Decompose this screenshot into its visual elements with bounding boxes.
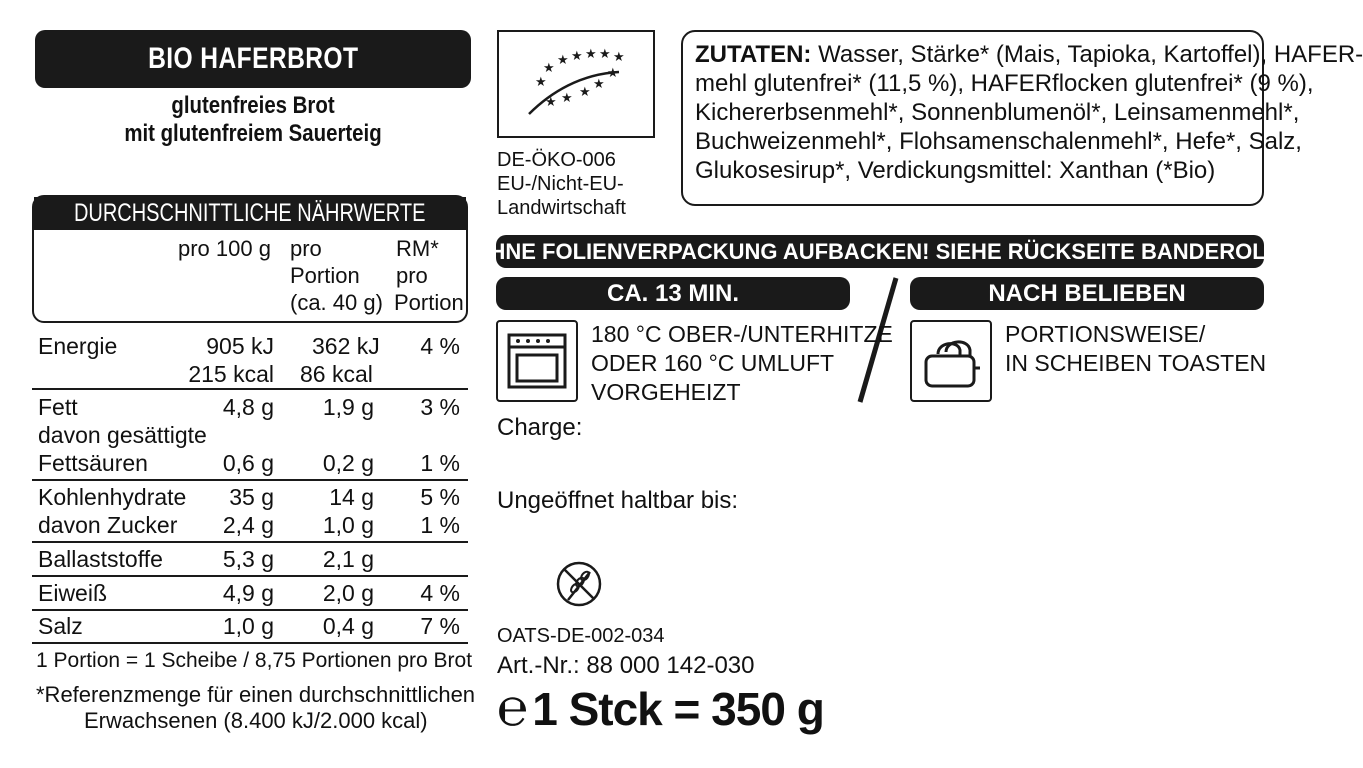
col-header-portion-3: (ca. 40 g) [290, 290, 383, 315]
row-divider [32, 479, 468, 481]
col-header-rm-1: RM* [396, 236, 439, 261]
col-header-100g: pro 100 g [178, 236, 271, 261]
col-header-portion-1: pro [290, 236, 322, 261]
toaster-icon-frame [910, 320, 992, 402]
row-energie-100g-kj: 905 kJ [206, 333, 274, 359]
net-quantity [497, 676, 824, 741]
toaster-icon [912, 322, 990, 400]
row-salz-portion: 0,4 g [322, 613, 374, 639]
organic-code: DE-ÖKO-006 [497, 149, 616, 171]
reference-note-2: Erwachsenen (8.400 kJ/2.000 kcal) [84, 708, 428, 733]
organic-origin-2: Landwirtschaft [497, 197, 626, 219]
row-zucker-portion: 1,0 g [322, 512, 374, 538]
organic-origin: EU-/Nicht-EU- [497, 173, 624, 195]
row-gesaettigt-label-1: davon gesättigte [38, 422, 207, 448]
ingredients-label: ZUTATEN: [695, 41, 812, 68]
svg-text:★: ★ [571, 49, 583, 64]
svg-text:★: ★ [561, 91, 573, 106]
row-energie-portion-kj: 362 kJ [312, 333, 380, 359]
row-divider [32, 575, 468, 577]
quantity-text: 1 Stck = 350 g [532, 683, 824, 735]
oven-line-1: 180 °C OBER-/UNTERHITZE [591, 321, 893, 347]
ingredients-line-2: mehl glutenfrei* (11,5 %), HAFERflocken glutenfrei* (9 %), [695, 70, 1314, 97]
oven-icon-frame [496, 320, 578, 402]
svg-text:★: ★ [535, 75, 547, 90]
row-divider [32, 388, 468, 390]
nutrition-heading-bar [34, 197, 466, 230]
baking-time-text: CA. 13 MIN. [606, 279, 740, 307]
row-zucker-label: davon Zucker [38, 512, 178, 538]
eu-organic-leaf-icon [499, 32, 653, 136]
svg-text:★: ★ [599, 47, 611, 62]
svg-text:★: ★ [585, 47, 597, 62]
row-energie-portion-kcal: 86 kcal [300, 361, 373, 387]
row-fett-label: Fett [38, 394, 78, 420]
baking-time-banner [496, 277, 850, 310]
ingredients-line-4: Buchweizenmehl*, Flohsamenschalenmehl*, Hefe*, Salz, [695, 128, 1302, 155]
row-gesaettigt-label-2: Fettsäuren [38, 450, 148, 476]
row-eiweiss-label: Eiweiß [38, 580, 108, 606]
oats-code: OATS-DE-002-034 [497, 625, 665, 647]
ingredients-text-1: Wasser, Stärke* (Mais, Tapioka, Kartoffel), HAFER- [818, 41, 1363, 68]
row-fett-portion: 1,9 g [322, 394, 374, 420]
product-title: BIO HAFERBROT [147, 42, 359, 75]
row-salz-100g: 1,0 g [222, 613, 274, 639]
col-header-portion-2: Portion [290, 263, 360, 288]
row-ballast-100g: 5,3 g [222, 546, 274, 572]
best-before-label: Ungeöffnet haltbar bis: [497, 487, 739, 514]
row-divider [32, 541, 468, 543]
row-fett-100g: 4,8 g [222, 394, 274, 420]
row-salz-label: Salz [38, 613, 83, 639]
row-divider [32, 642, 468, 644]
baking-warning-banner [472, 235, 1288, 268]
svg-text:★: ★ [557, 53, 569, 68]
product-subtitle [35, 92, 471, 148]
row-kohlenhydrate-rm: 5 % [420, 484, 460, 510]
row-gesaettigt-rm: 1 % [420, 450, 460, 476]
charge-label: Charge: [497, 414, 583, 441]
organic-code-block [497, 148, 626, 220]
ingredients-line-1 [695, 40, 1363, 69]
reference-note-1: *Referenzmenge für einen durchschnittlichen [36, 682, 476, 707]
svg-text:★: ★ [579, 85, 591, 100]
row-ballast-label: Ballaststoffe [38, 546, 163, 572]
row-divider [32, 609, 468, 611]
baking-warning-text: OHNE FOLIENVERPACKUNG AUFBACKEN! SIEHE RÜCKSEITE BANDEROLE! [472, 238, 1288, 264]
product-title-bar [35, 30, 471, 88]
estimate-sign: ℮ [497, 679, 529, 737]
row-gesaettigt-portion: 0,2 g [322, 450, 374, 476]
row-kohlenhydrate-100g: 35 g [229, 484, 274, 510]
svg-text:★: ★ [607, 66, 619, 81]
nutrition-heading: DURCHSCHNITTLICHE NÄHRWERTE [74, 199, 426, 227]
oven-icon [498, 322, 576, 400]
toast-line-2: IN SCHEIBEN TOASTEN [1005, 350, 1267, 376]
col-header-rm-3: Portion [394, 290, 464, 315]
row-ballast-portion: 2,1 g [322, 546, 374, 572]
row-zucker-100g: 2,4 g [222, 512, 274, 538]
svg-text:★: ★ [545, 95, 557, 110]
row-eiweiss-portion: 2,0 g [322, 580, 374, 606]
subtitle-line-2: mit glutenfreiem Sauerteig [124, 120, 382, 147]
article-number: Art.-Nr.: 88 000 142-030 [497, 652, 755, 679]
toast-line-1: PORTIONSWEISE/ [1005, 321, 1206, 347]
row-salz-rm: 7 % [420, 613, 460, 639]
row-eiweiss-100g: 4,9 g [222, 580, 274, 606]
row-eiweiss-rm: 4 % [420, 580, 460, 606]
row-zucker-rm: 1 % [420, 512, 460, 538]
svg-text:★: ★ [543, 61, 555, 76]
row-energie-rm: 4 % [420, 333, 460, 359]
optional-text: NACH BELIEBEN [988, 279, 1186, 307]
optional-banner [910, 277, 1264, 310]
row-kohlenhydrate-portion: 14 g [329, 484, 374, 510]
ingredients-line-3: Kichererbsenmehl*, Sonnenblumenöl*, Leinsamenmehl*, [695, 99, 1300, 126]
row-energie-label: Energie [38, 333, 118, 359]
eu-organic-logo [497, 30, 655, 138]
row-fett-rm: 3 % [420, 394, 460, 420]
col-header-rm-2: pro [396, 263, 428, 288]
svg-text:★: ★ [593, 77, 605, 92]
oven-line-3: VORGEHEIZT [591, 379, 741, 405]
row-energie-100g-kcal: 215 kcal [188, 361, 274, 387]
crossed-grain-icon [552, 560, 606, 610]
row-kohlenhydrate-label: Kohlenhydrate [38, 484, 187, 510]
row-gesaettigt-100g: 0,6 g [222, 450, 274, 476]
ingredients-box [681, 30, 1363, 206]
subtitle-line-1: glutenfreies Brot [171, 92, 335, 119]
ingredients-line-5: Glukosesirup*, Verdickungsmittel: Xanthan (*Bio) [695, 157, 1216, 184]
svg-text:★: ★ [613, 50, 625, 65]
oven-line-2: ODER 160 °C UMLUFT [591, 350, 835, 376]
portion-note: 1 Portion = 1 Scheibe / 8,75 Portionen pro Brot [36, 649, 473, 672]
